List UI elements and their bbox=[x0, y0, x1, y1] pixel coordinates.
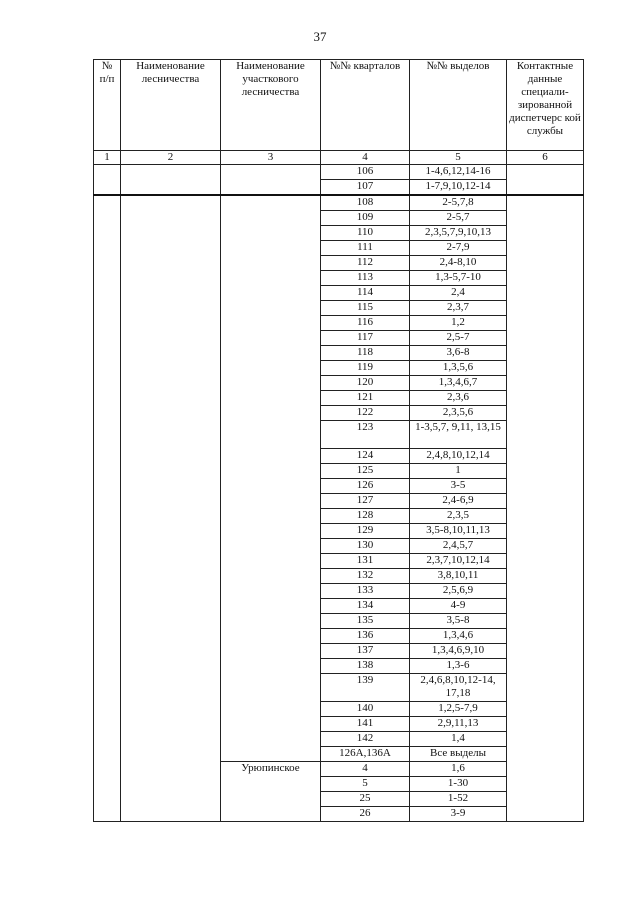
cell-quarter: 122 bbox=[321, 406, 410, 421]
cell-quarter: 134 bbox=[321, 599, 410, 614]
cell-quarter: 4 bbox=[321, 762, 410, 777]
cell-allotments: 3-9 bbox=[410, 807, 507, 822]
cell-allotments: 3,5-8 bbox=[410, 614, 507, 629]
header-allotments: №№ выделов bbox=[410, 60, 507, 151]
cell-allotments: 1,3-6 bbox=[410, 659, 507, 674]
cell-allotments: 2-7,9 bbox=[410, 241, 507, 256]
cell-quarter: 123 bbox=[321, 421, 410, 449]
cell-allotments: 3,5-8,10,11,13 bbox=[410, 524, 507, 539]
column-number: 1 bbox=[94, 151, 121, 165]
cell-allotments: 1,4 bbox=[410, 732, 507, 747]
cell-quarter: 124 bbox=[321, 449, 410, 464]
cell-quarter: 119 bbox=[321, 361, 410, 376]
cell-allotments: 2,4 bbox=[410, 286, 507, 301]
cell-allotments: 1-30 bbox=[410, 777, 507, 792]
cell-allotments: 2,5-7 bbox=[410, 331, 507, 346]
column-number-row bbox=[94, 151, 584, 165]
cell-quarter: 131 bbox=[321, 554, 410, 569]
cell-quarter: 110 bbox=[321, 226, 410, 241]
cell-quarter: 117 bbox=[321, 331, 410, 346]
cell-quarter: 5 bbox=[321, 777, 410, 792]
cell-allotments: 1 bbox=[410, 464, 507, 479]
cell-allotments: 1,6 bbox=[410, 762, 507, 777]
cell-allotments: 2,9,11,13 bbox=[410, 717, 507, 732]
cell-forestry bbox=[121, 195, 221, 822]
cell-sub-forestry bbox=[221, 165, 321, 196]
cell-quarter: 129 bbox=[321, 524, 410, 539]
cell-quarter: 116 bbox=[321, 316, 410, 331]
cell-allotments: 2,4-6,9 bbox=[410, 494, 507, 509]
column-number: 5 bbox=[410, 151, 507, 165]
cell-quarter: 142 bbox=[321, 732, 410, 747]
cell-allotments: 2,3,5,6 bbox=[410, 406, 507, 421]
header-number: № п/п bbox=[94, 60, 121, 151]
table-row bbox=[94, 195, 584, 211]
cell-allotments: 4-9 bbox=[410, 599, 507, 614]
cell-quarter: 106 bbox=[321, 165, 410, 180]
cell-quarter: 126 bbox=[321, 479, 410, 494]
cell-allotments: 1-3,5,7, 9,11, 13,15 bbox=[410, 421, 507, 449]
column-number: 2 bbox=[121, 151, 221, 165]
cell-forestry bbox=[121, 165, 221, 196]
cell-allotments: 1,2 bbox=[410, 316, 507, 331]
column-number: 3 bbox=[221, 151, 321, 165]
cell-quarter: 25 bbox=[321, 792, 410, 807]
cell-quarter: 135 bbox=[321, 614, 410, 629]
cell-quarter: 133 bbox=[321, 584, 410, 599]
header-forestry: Наименование лесничества bbox=[121, 60, 221, 151]
header-row bbox=[94, 60, 584, 151]
cell-number bbox=[94, 165, 121, 196]
cell-allotments: 2,4,8,10,12,14 bbox=[410, 449, 507, 464]
cell-allotments: 1-7,9,10,12-14 bbox=[410, 180, 507, 196]
cell-quarter: 132 bbox=[321, 569, 410, 584]
cell-quarter: 107 bbox=[321, 180, 410, 196]
cell-allotments: 3,8,10,11 bbox=[410, 569, 507, 584]
column-number: 6 bbox=[507, 151, 584, 165]
cell-allotments: 2,4,6,8,10,12-14, 17,18 bbox=[410, 674, 507, 702]
cell-allotments: 3-5 bbox=[410, 479, 507, 494]
cell-allotments: 2,4-8,10 bbox=[410, 256, 507, 271]
cell-allotments: 2,3,5,7,9,10,13 bbox=[410, 226, 507, 241]
cell-quarter: 26 bbox=[321, 807, 410, 822]
cell-quarter: 120 bbox=[321, 376, 410, 391]
cell-allotments: Все выделы bbox=[410, 747, 507, 762]
cell-quarter: 140 bbox=[321, 702, 410, 717]
cell-allotments: 2,3,7 bbox=[410, 301, 507, 316]
cell-allotments: 2-5,7,8 bbox=[410, 195, 507, 211]
cell-allotments: 1,3,4,6 bbox=[410, 629, 507, 644]
cell-allotments: 2,4,5,7 bbox=[410, 539, 507, 554]
cell-quarter: 139 bbox=[321, 674, 410, 702]
forestry-table bbox=[93, 59, 584, 822]
cell-quarter: 125 bbox=[321, 464, 410, 479]
cell-allotments: 2,3,7,10,12,14 bbox=[410, 554, 507, 569]
cell-sub-forestry: Урюпинское bbox=[221, 762, 321, 822]
cell-quarter: 128 bbox=[321, 509, 410, 524]
cell-quarter: 126А,136А bbox=[321, 747, 410, 762]
cell-quarter: 109 bbox=[321, 211, 410, 226]
cell-allotments: 2,3,5 bbox=[410, 509, 507, 524]
header-sub-forestry: Наименование участкового лесничества bbox=[221, 60, 321, 151]
cell-quarter: 114 bbox=[321, 286, 410, 301]
cell-allotments: 1,3,5,6 bbox=[410, 361, 507, 376]
cell-quarter: 118 bbox=[321, 346, 410, 361]
cell-quarter: 112 bbox=[321, 256, 410, 271]
cell-allotments: 1-4,6,12,14-16 bbox=[410, 165, 507, 180]
cell-quarter: 113 bbox=[321, 271, 410, 286]
cell-quarter: 130 bbox=[321, 539, 410, 554]
cell-allotments: 2-5,7 bbox=[410, 211, 507, 226]
cell-quarter: 111 bbox=[321, 241, 410, 256]
cell-quarter: 121 bbox=[321, 391, 410, 406]
cell-quarter: 136 bbox=[321, 629, 410, 644]
cell-quarter: 141 bbox=[321, 717, 410, 732]
page-number: 37 bbox=[313, 29, 327, 44]
header-contacts: Контактные данные специали-зированной диспетчерс кой службы bbox=[507, 60, 584, 151]
cell-contacts bbox=[507, 165, 584, 196]
cell-sub-forestry bbox=[221, 195, 321, 762]
cell-allotments: 2,3,6 bbox=[410, 391, 507, 406]
cell-allotments: 1,3,4,6,7 bbox=[410, 376, 507, 391]
cell-allotments: 3,6-8 bbox=[410, 346, 507, 361]
table-row bbox=[94, 165, 584, 180]
cell-quarter: 115 bbox=[321, 301, 410, 316]
cell-quarter: 127 bbox=[321, 494, 410, 509]
cell-allotments: 2,5,6,9 bbox=[410, 584, 507, 599]
column-number: 4 bbox=[321, 151, 410, 165]
cell-allotments: 1-52 bbox=[410, 792, 507, 807]
cell-allotments: 1,3-5,7-10 bbox=[410, 271, 507, 286]
cell-number bbox=[94, 195, 121, 822]
cell-quarter: 138 bbox=[321, 659, 410, 674]
cell-quarter: 108 bbox=[321, 195, 410, 211]
header-quarters: №№ кварталов bbox=[321, 60, 410, 151]
cell-allotments: 1,2,5-7,9 bbox=[410, 702, 507, 717]
cell-allotments: 1,3,4,6,9,10 bbox=[410, 644, 507, 659]
cell-contacts bbox=[507, 195, 584, 822]
cell-quarter: 137 bbox=[321, 644, 410, 659]
